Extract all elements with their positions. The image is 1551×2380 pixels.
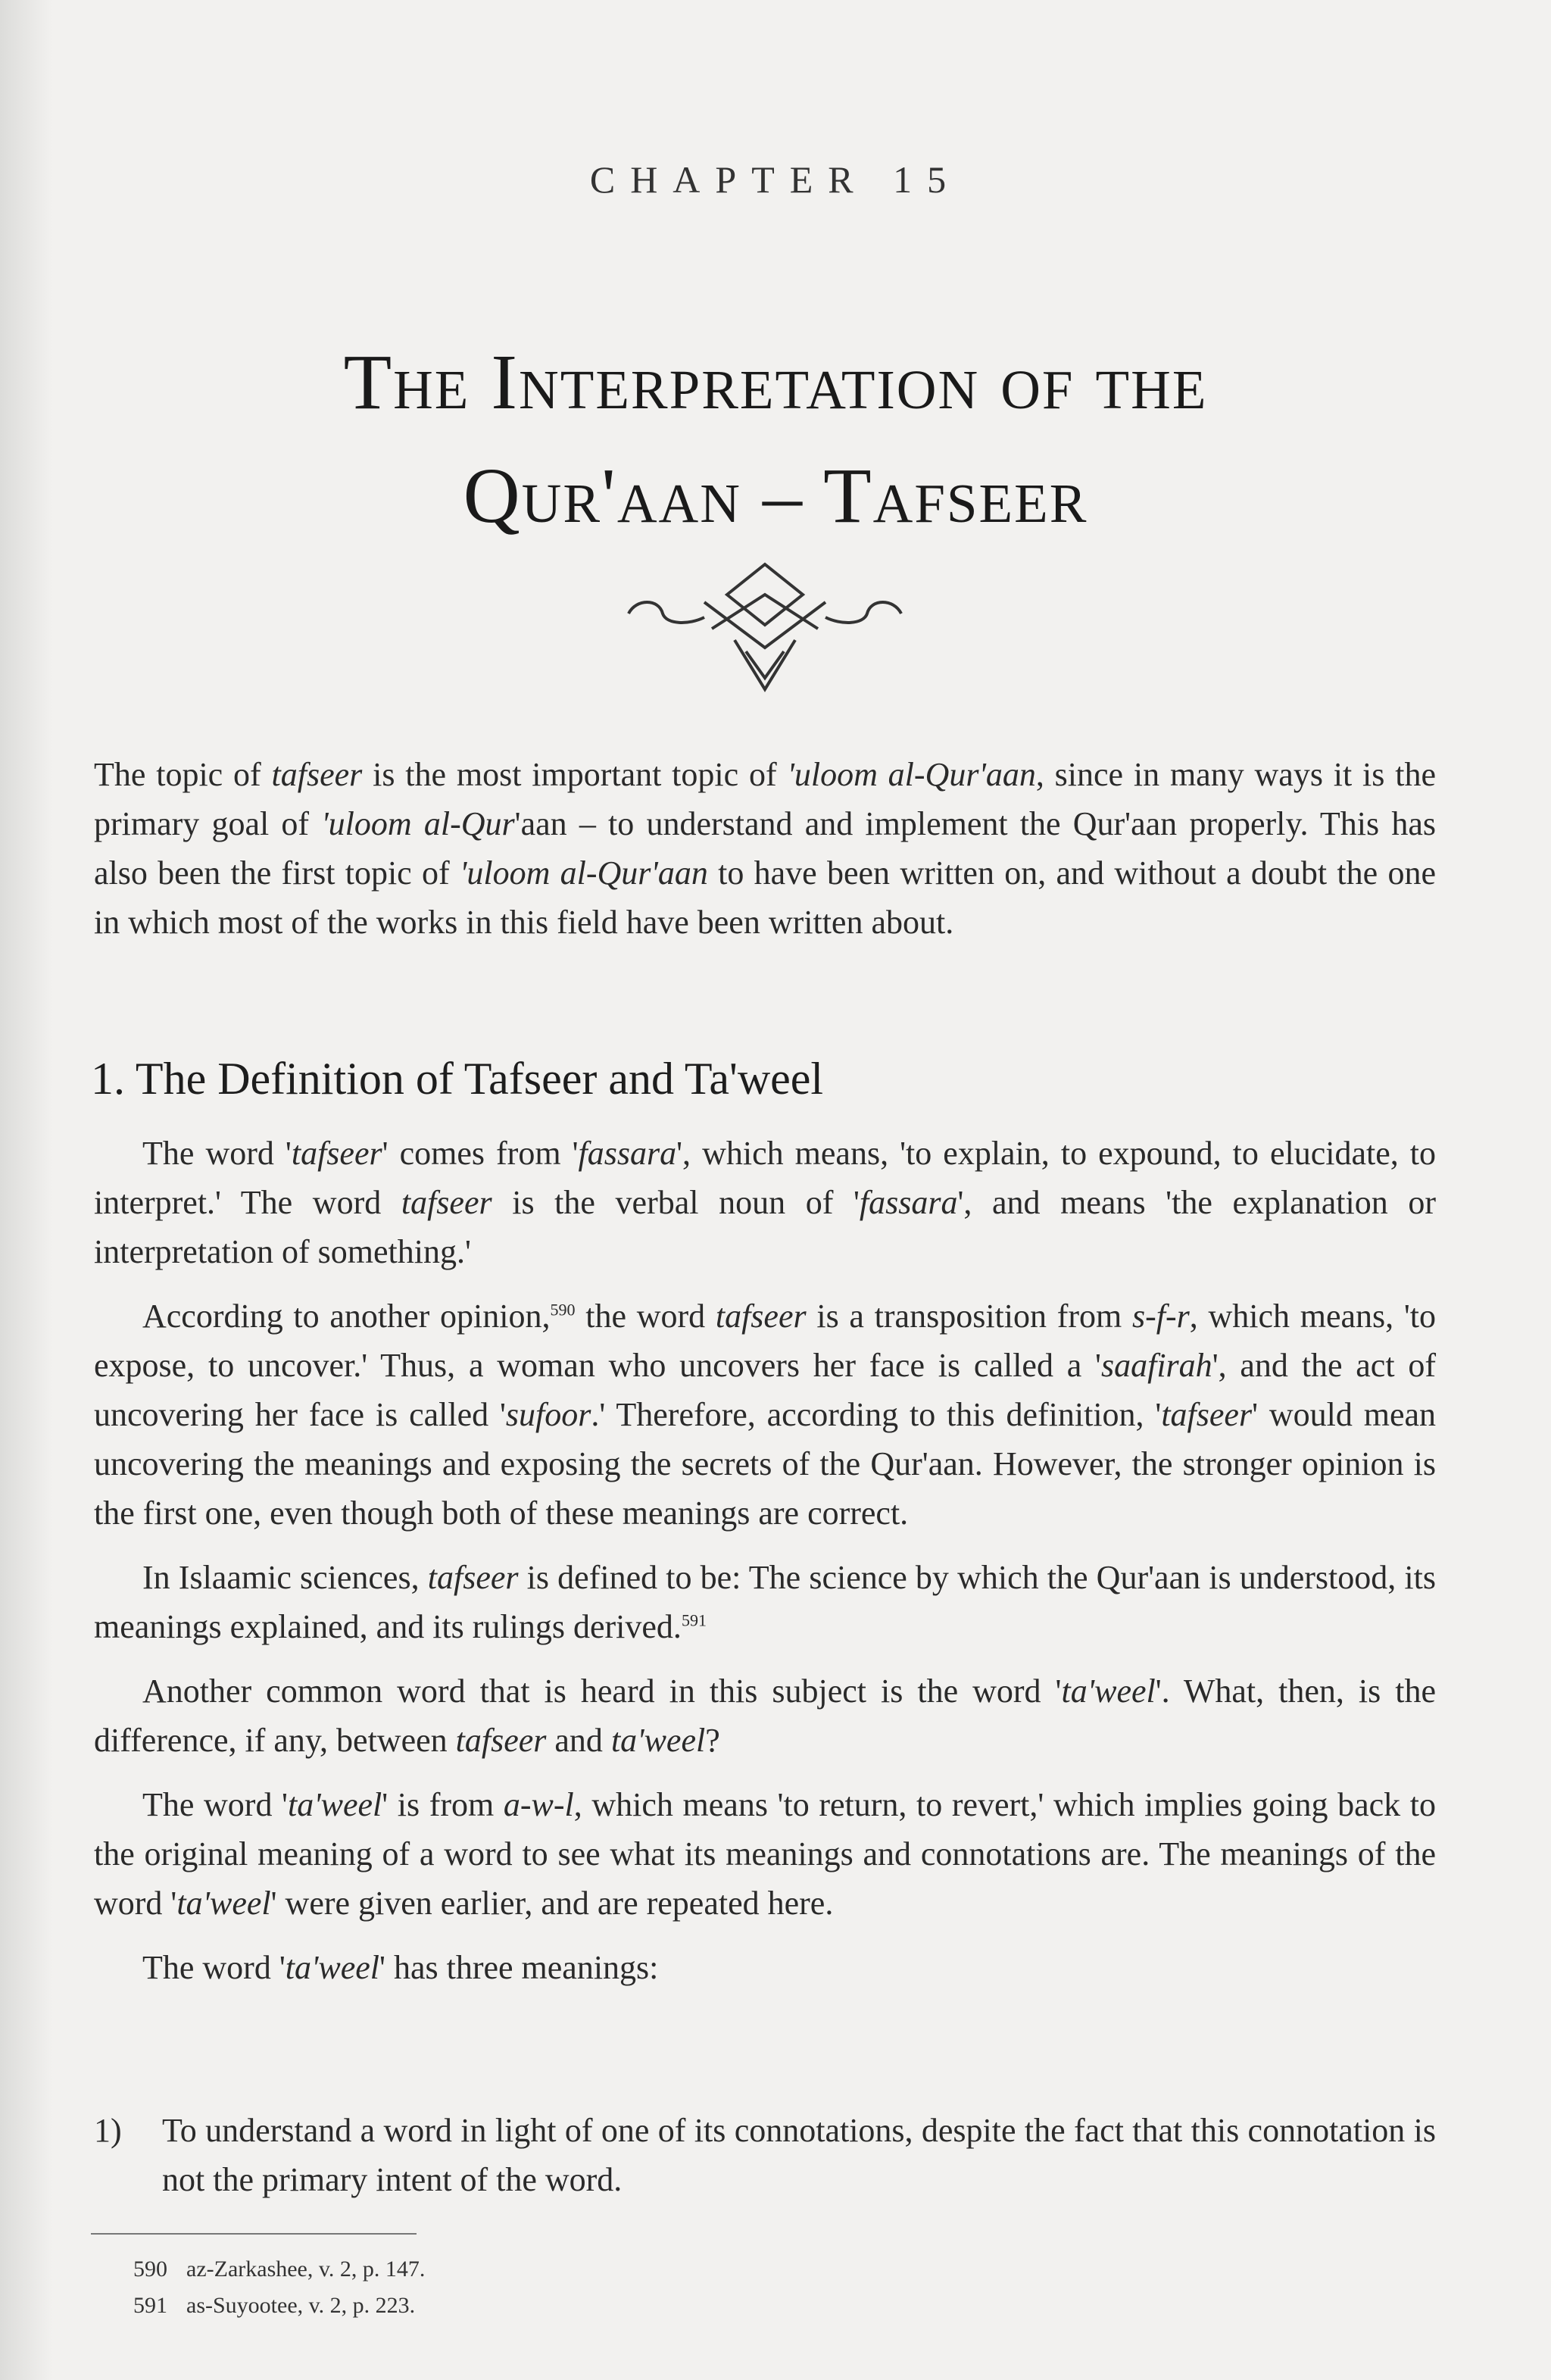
ornament-flourish-icon bbox=[621, 557, 909, 701]
chapter-title bbox=[0, 326, 1551, 553]
paragraph-5: The word 'ta'weel' is from a-w-l, which means 'to return, to revert,' which implies going back to the original meaning of a word to see what its meanings and connotations are. The meanings of the word 'ta'weel' were given earlier, and are repeated here. bbox=[94, 1786, 1436, 1922]
footnote-ref: 590 bbox=[550, 1300, 576, 1320]
footnote-divider bbox=[91, 2233, 417, 2235]
footnote-590: 590 az-Zarkashee, v. 2, p. 147. bbox=[133, 2257, 426, 2282]
paragraph-3: In Islaamic sciences, tafseer is defined to be: The science by which the Qur'aan is understood, its meanings explained, and its rulings derived.$^{591}$ bbox=[94, 1559, 1437, 1645]
chapter-label: CHAPTER 15 bbox=[589, 158, 962, 201]
footnote-591: 591 as-Suyootee, v. 2, p. 223. bbox=[133, 2293, 416, 2318]
paragraph-4: Another common word that is heard in this subject is the word 'ta'weel'. What, then, is the difference, if any, between tafseer and ta'weel? bbox=[94, 1673, 1436, 1759]
paragraph-6: The word 'ta'weel' has three meanings: bbox=[142, 1949, 659, 1986]
footnote-ref: 591 bbox=[681, 1610, 707, 1630]
list-item-number: 1) bbox=[94, 2112, 122, 2149]
section-heading: 1. The Definition of Tafseer and Ta'weel bbox=[91, 1054, 824, 1104]
intro-paragraph: The topic of tafseer is the most important topic of 'uloom al-Qur'aan, since in many ways it is the primary goal of 'uloom al-Qur'aan – to understand and implement the Qur'aan properly. This has also been the first topic of 'uloom al-Qur'aan to have been written on, and without a doubt the one in which most of the works in this field have been written about. bbox=[94, 756, 1436, 941]
chapter-title-line-1: The Interpretation of the bbox=[343, 339, 1208, 426]
footnotes bbox=[133, 2251, 425, 2324]
list-item bbox=[94, 2106, 1436, 2204]
chapter-title-line-2: Qur'aan – Tafseer bbox=[463, 452, 1088, 539]
section-body bbox=[94, 1129, 1436, 2004]
paragraph-1: The word 'tafseer' comes from 'fassara', which means, 'to explain, to expound, to elucidate, to interpret.' The word tafseer is the verbal noun of 'fassara', and means 'the explanation or interpretation of something.' bbox=[94, 1135, 1436, 1270]
paragraph-2: According to another opinion,$^{590}$ the word tafseer is a transposition from s-f-r, which means, 'to expose, to uncover.' Thus, a woman who uncovers her face is called a 'saafirah', and the act of uncovering her face is called 'sufoor.' Therefore, according to this definition, 'tafseer' would mean uncovering the meanings and exposing the secrets of the Qur'aan. However, the stronger opinion is the first one, even though both of these meanings are correct. bbox=[94, 1298, 1437, 1532]
list-item-text: To understand a word in light of one of its connotations, despite the fact that this connotation is not the primary intent of the word. bbox=[162, 2112, 1436, 2198]
